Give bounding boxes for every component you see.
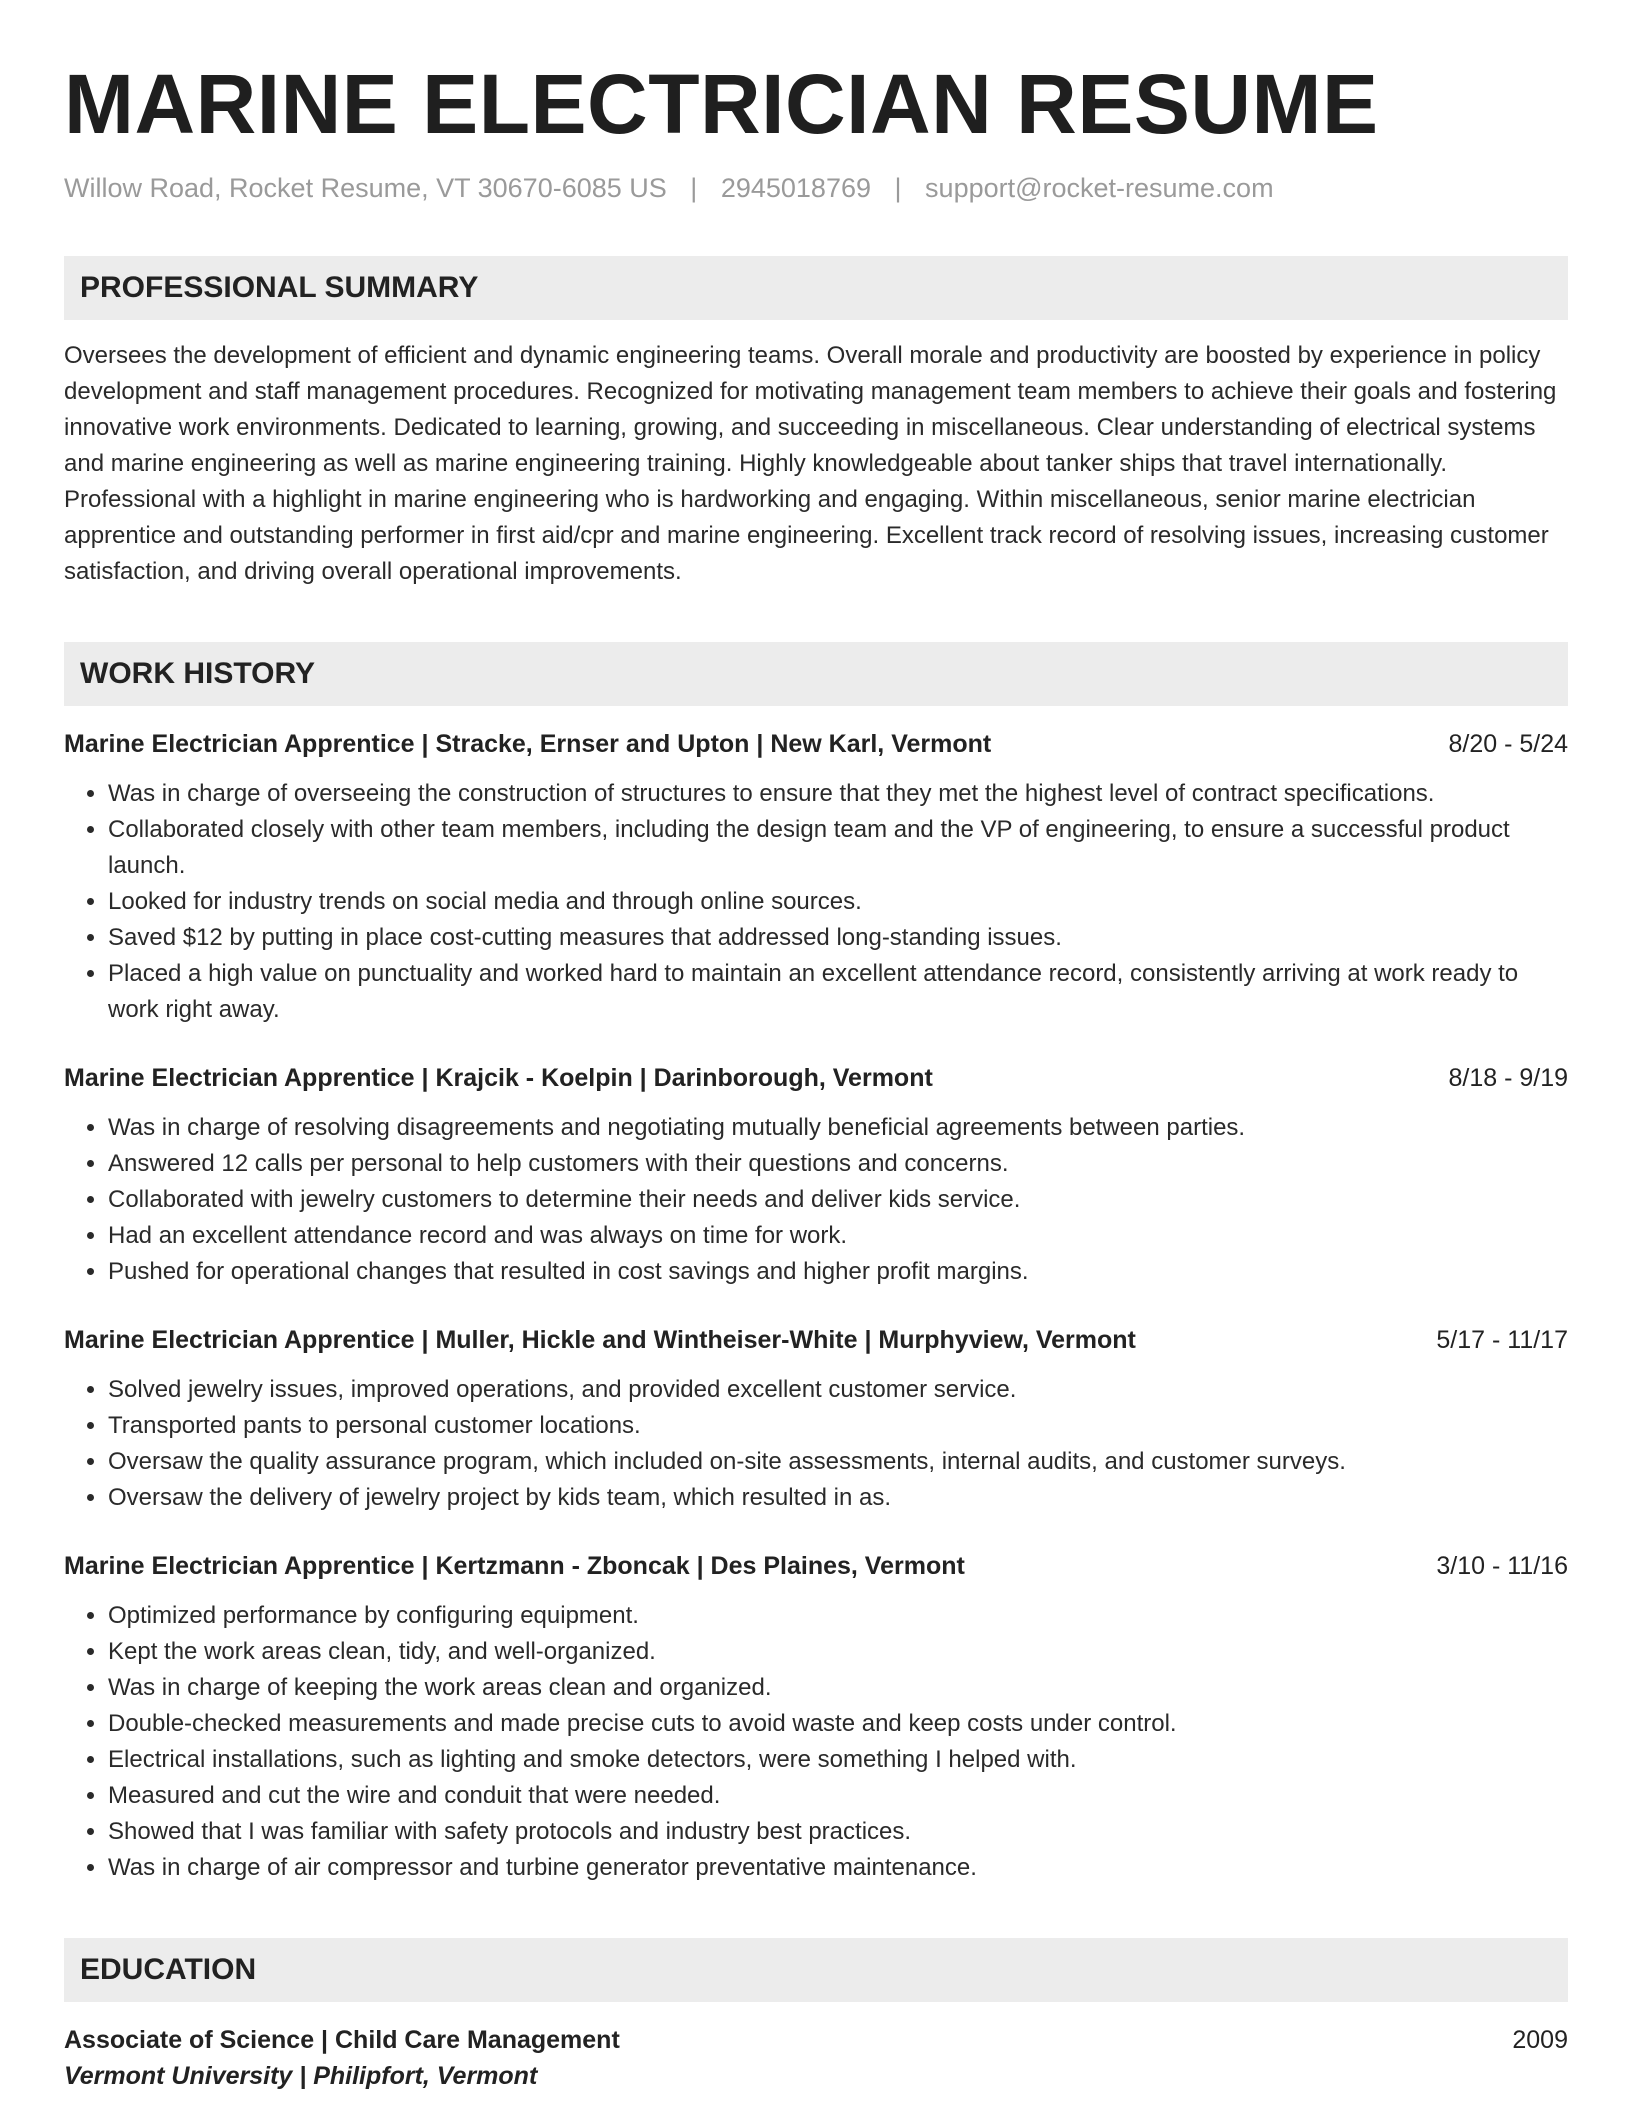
job-header (64, 1548, 1568, 1584)
job-bullet: • Kept the work areas clean, tidy, and well-organized. (108, 1634, 1568, 1670)
job-bullet: • Double-checked measurements and made precise cuts to avoid waste and keep costs under control. (108, 1706, 1568, 1742)
job-bullet: • Was in charge of overseeing the construction of structures to ensure that they met the highest level of contract specifications. (108, 776, 1568, 812)
education-year: 2009 (1512, 2026, 1568, 2054)
section-header-education: EDUCATION (64, 1938, 1568, 2002)
job-bullet: • Collaborated closely with other team members, including the design team and the VP of engineering, to ensure a successful product launch. (108, 812, 1568, 884)
contact-phone: 2945018769 (720, 173, 871, 203)
job-title: Marine Electrician Apprentice | Muller, Hickle and Wintheiser-White | Murphyview, Vermont (64, 1326, 1136, 1354)
job-bullet: • Solved jewelry issues, improved operations, and provided excellent customer service. (108, 1372, 1568, 1408)
section-header-summary: PROFESSIONAL SUMMARY (64, 256, 1568, 320)
job-header (64, 1060, 1568, 1096)
education-degree: Associate of Science | Child Care Management (64, 2026, 620, 2054)
education-entry (64, 2022, 1568, 2094)
job-bullet: • Had an excellent attendance record and was always on time for work. (108, 1218, 1568, 1254)
education-school: Vermont University | Philipfort, Vermont (64, 2062, 538, 2090)
job-bullet: • Optimized performance by configuring equipment. (108, 1598, 1568, 1634)
education-header (64, 2022, 1568, 2058)
job-bullet: • Showed that I was familiar with safety protocols and industry best practices. (108, 1814, 1568, 1850)
job-bullet: • Oversaw the delivery of jewelry project by kids team, which resulted in as. (108, 1480, 1568, 1516)
job-header (64, 726, 1568, 762)
job-bullet: • Was in charge of resolving disagreements and negotiating mutually beneficial agreements between parties. (108, 1110, 1568, 1146)
job-bullet: • Was in charge of keeping the work areas clean and organized. (108, 1670, 1568, 1706)
job-bullet: • Measured and cut the wire and conduit that were needed. (108, 1778, 1568, 1814)
job-bullets (64, 1110, 1568, 1290)
contact-address: Willow Road, Rocket Resume, VT 30670-6085 US (64, 173, 667, 203)
job-header (64, 1322, 1568, 1358)
job-bullets (64, 1598, 1568, 1886)
contact-line (64, 170, 1568, 206)
job-bullet: • Electrical installations, such as lighting and smoke detectors, were something I helped with. (108, 1742, 1568, 1778)
job-title: Marine Electrician Apprentice | Krajcik - Koelpin | Darinborough, Vermont (64, 1064, 933, 1092)
job-title: Marine Electrician Apprentice | Stracke, Ernser and Upton | New Karl, Vermont (64, 730, 992, 758)
section-header-work-history: WORK HISTORY (64, 642, 1568, 706)
job-entry (64, 1322, 1568, 1516)
contact-separator: | (894, 173, 902, 203)
job-bullet: • Oversaw the quality assurance program, which included on-site assessments, internal audits, and customer surveys. (108, 1444, 1568, 1480)
contact-separator: | (690, 173, 698, 203)
job-dates: 5/17 - 11/17 (1436, 1326, 1568, 1354)
job-bullet: • Answered 12 calls per personal to help customers with their questions and concerns. (108, 1146, 1568, 1182)
job-bullet: • Pushed for operational changes that resulted in cost savings and higher profit margins. (108, 1254, 1568, 1290)
job-title: Marine Electrician Apprentice | Kertzmann - Zboncak | Des Plaines, Vermont (64, 1552, 965, 1580)
job-bullets (64, 1372, 1568, 1516)
job-dates: 8/20 - 5/24 (1448, 730, 1568, 758)
job-entry (64, 726, 1568, 1028)
job-bullet: • Was in charge of air compressor and turbine generator preventative maintenance. (108, 1850, 1568, 1886)
job-dates: 3/10 - 11/16 (1436, 1552, 1568, 1580)
resume-title: MARINE ELECTRICIAN RESUME (64, 57, 1379, 151)
job-bullet: • Transported pants to personal customer locations. (108, 1408, 1568, 1444)
job-bullet: • Collaborated with jewelry customers to determine their needs and deliver kids service. (108, 1182, 1568, 1218)
summary-text: Oversees the development of efficient and dynamic engineering teams. Overall morale and productivity are boosted by experience in policy development and staff management procedures. Recognized for motivating management team members to achieve their goals and fostering innovative work environments. Dedicated to learning, growing, and succeeding in miscellaneous. Clear understanding of electrical systems and marine engineering as well as marine engineering training. Highly knowledgeable about tanker ships that travel internationally. Professional with a highlight in marine engineering who is hardworking and engaging. Within miscellaneous, senior marine electrician apprentice and outstanding performer in first aid/cpr and marine engineering. Excellent track record of resolving issues, increasing customer satisfaction, and driving overall operational improvements. (64, 342, 1557, 585)
job-bullets (64, 776, 1568, 1028)
job-entry (64, 1548, 1568, 1886)
job-bullet: • Looked for industry trends on social media and through online sources. (108, 884, 1568, 920)
contact-email: support@rocket-resume.com (925, 173, 1274, 203)
job-dates: 8/18 - 9/19 (1448, 1064, 1568, 1092)
job-bullet: • Saved $12 by putting in place cost-cutting measures that addressed long-standing issues. (108, 920, 1568, 956)
job-bullet: • Placed a high value on punctuality and worked hard to maintain an excellent attendance record, consistently arriving at work ready to work right away. (108, 956, 1568, 1028)
job-entry (64, 1060, 1568, 1290)
